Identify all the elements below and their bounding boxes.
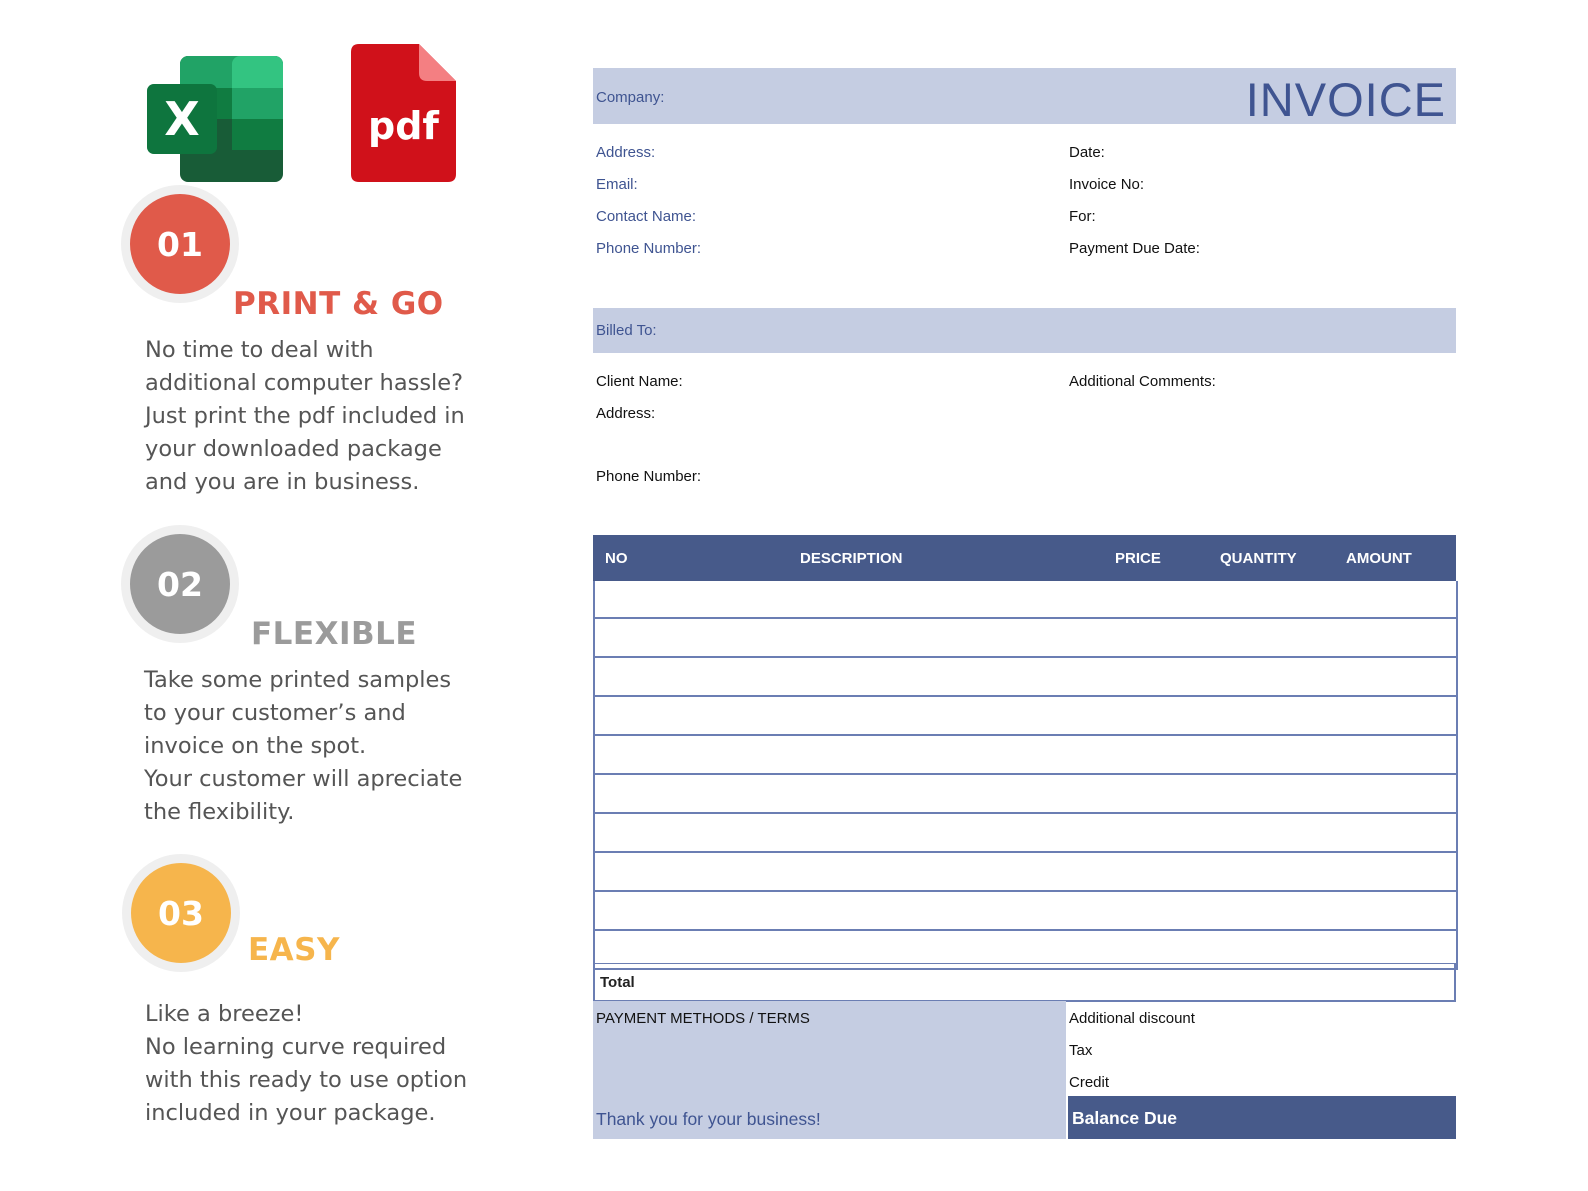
table-row[interactable] — [595, 736, 1456, 775]
pdf-label: pdf — [368, 104, 439, 148]
step-description-line: included in your package. — [145, 1100, 436, 1126]
sender-phone-label: Phone Number: — [596, 240, 702, 257]
table-row[interactable] — [595, 853, 1456, 892]
items-table-body — [593, 581, 1458, 970]
balance-due-label: Balance Due — [1072, 1108, 1178, 1128]
step-description-line: and you are in business. — [145, 469, 420, 495]
balance-due-bar — [1068, 1096, 1456, 1139]
step-description-line: additional computer hassle? — [145, 370, 464, 396]
invoice-number-label: Invoice No: — [1069, 176, 1145, 193]
step-description-line: Like a breeze! — [145, 1001, 304, 1027]
step-description-line: to your customer’s and — [144, 700, 406, 726]
credit-label: Credit — [1069, 1074, 1110, 1091]
table-row[interactable] — [595, 697, 1456, 736]
step-title: PRINT & GO — [233, 286, 444, 322]
billed-to-label: Billed To: — [596, 322, 657, 339]
payment-terms-box — [593, 1001, 1066, 1139]
step-description-line: No time to deal with — [145, 337, 374, 363]
step-description — [145, 998, 477, 1130]
step-description-line: Take some printed samples — [144, 667, 452, 693]
company-header-band — [593, 68, 1456, 124]
step-description-line: Just print the pdf included in — [145, 403, 465, 429]
col-description: DESCRIPTION — [800, 550, 903, 567]
step-number-badge: 03 — [122, 854, 240, 972]
step-title: FLEXIBLE — [251, 616, 418, 652]
step-description-line: the flexibility. — [144, 799, 295, 825]
excel-letter: X — [164, 92, 200, 146]
payment-due-date-label: Payment Due Date: — [1069, 240, 1200, 257]
items-table-header — [593, 535, 1456, 581]
step-description-line: No learning curve required — [145, 1034, 447, 1060]
sender-email-label: Email: — [596, 176, 638, 193]
step-description-line: Your customer will apreciate — [144, 766, 463, 792]
col-quantity: QUANTITY — [1220, 550, 1297, 567]
invoice-title: INVOICE — [1245, 73, 1446, 126]
client-phone-label: Phone Number: — [596, 468, 702, 485]
step-title: EASY — [248, 932, 340, 968]
sender-contact-label: Contact Name: — [596, 208, 697, 225]
step-description-line: invoice on the spot. — [144, 733, 367, 759]
step-description — [145, 334, 477, 499]
col-no: NO — [605, 550, 628, 567]
step-description — [144, 664, 472, 829]
additional-discount-label: Additional discount — [1069, 1010, 1195, 1027]
step-number-badge: 02 — [121, 525, 239, 643]
additional-comments-label: Additional Comments: — [1069, 373, 1216, 390]
table-row[interactable] — [595, 892, 1456, 931]
date-label: Date: — [1069, 144, 1105, 161]
pdf-icon — [351, 44, 456, 182]
total-row[interactable] — [593, 963, 1456, 1002]
table-row[interactable] — [595, 658, 1456, 697]
client-name-label: Client Name: — [596, 373, 683, 390]
excel-icon — [147, 56, 283, 182]
step-number-badge: 01 — [121, 185, 239, 303]
client-address-label: Address: — [596, 405, 656, 422]
tax-label: Tax — [1069, 1042, 1093, 1059]
step-description-line: your downloaded package — [145, 436, 442, 462]
payment-terms-label: PAYMENT METHODS / TERMS — [596, 1010, 810, 1027]
table-row[interactable] — [595, 814, 1456, 853]
thank-you-note: Thank you for your business! — [596, 1109, 821, 1129]
company-label: Company: — [596, 89, 665, 106]
table-row[interactable] — [595, 581, 1456, 619]
table-row[interactable] — [595, 775, 1456, 814]
sender-address-label: Address: — [596, 144, 656, 161]
total-label: Total — [600, 974, 635, 991]
for-label: For: — [1069, 208, 1096, 225]
col-price: PRICE — [1115, 550, 1161, 567]
billed-to-band — [593, 308, 1456, 353]
table-row[interactable] — [595, 619, 1456, 658]
col-amount: AMOUNT — [1346, 550, 1412, 567]
step-description-line: with this ready to use option — [145, 1067, 468, 1093]
